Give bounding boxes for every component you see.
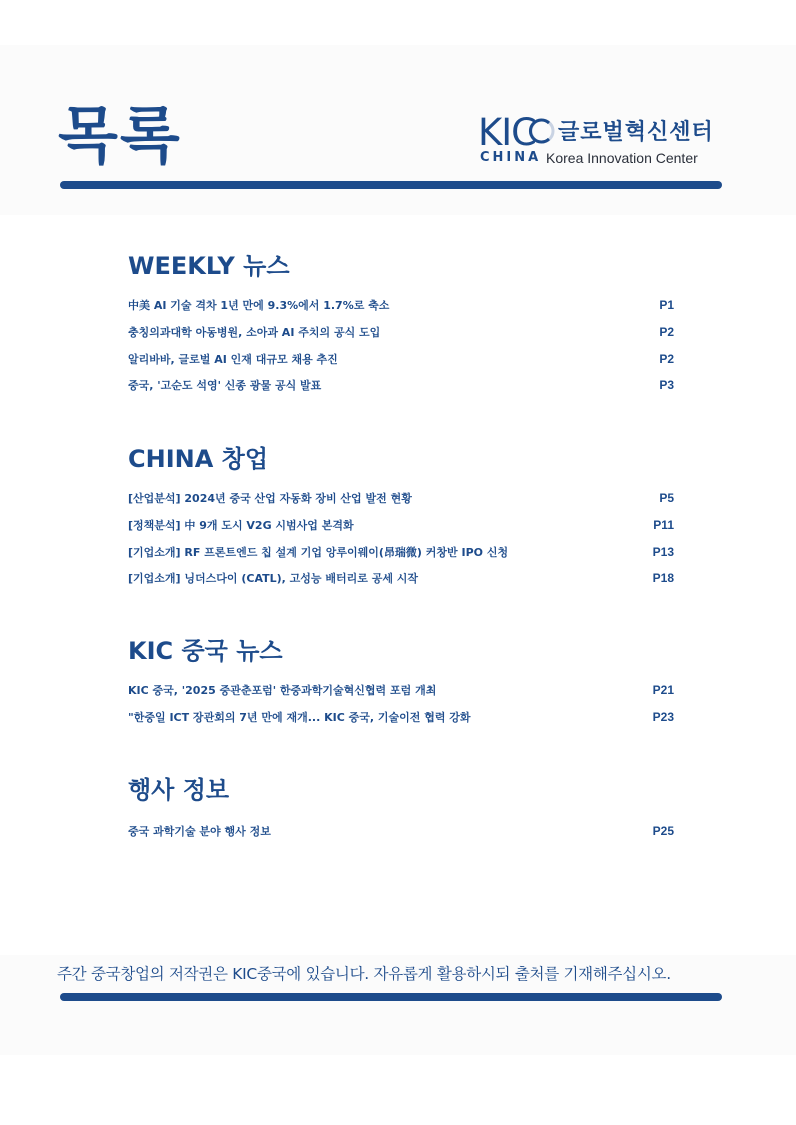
toc-list [128,292,674,399]
toc-item-title: [정책분석] 中 9개 도시 V2G 시범사업 본격화 [128,519,354,533]
logo-korean-text: 글로벌혁신센터 [558,120,714,145]
toc-item[interactable] [128,704,674,731]
toc-item-page: P13 [652,544,674,559]
logo-kic-text: KIC [478,111,537,154]
toc-item-page: P2 [659,325,674,340]
toc-item-title: 충칭의과대학 아동병원, 소아과 AI 주치의 공식 도입 [128,326,381,340]
toc-item-title: KIC 중국, '2025 중관춘포럼' 한중과학기술혁신협력 포럼 개최 [128,684,437,698]
toc-list [128,818,674,845]
toc-item-page: P3 [659,378,674,393]
toc-item-page: P21 [652,683,674,698]
toc-item-page: P5 [659,491,674,506]
section-weekly-news [128,250,674,399]
toc-item-page: P1 [659,298,674,313]
toc-item-page: P23 [652,710,674,725]
section-event-info [128,774,674,845]
section-title: WEEKLY 뉴스 [128,252,290,280]
toc-item-title: 알리바바, 글로벌 AI 인재 대규모 채용 추진 [128,352,338,366]
toc-list [128,485,674,592]
header-divider [60,181,722,189]
toc-item-title: 中美 AI 기술 격차 1년 만에 9.3%에서 1.7%로 축소 [128,299,390,313]
toc-item[interactable] [128,818,674,845]
toc-item-page: P18 [652,571,674,586]
toc-item[interactable] [128,512,674,539]
toc-item[interactable] [128,565,674,592]
section-kic-china-news [128,635,674,730]
toc-item-title: "한중일 ICT 장관회의 7년 만에 재개... KIC 중국, 기술이전 협력 강화 [128,711,471,725]
toc-item[interactable] [128,485,674,512]
section-title: KIC 중국 뉴스 [128,637,283,665]
copyright-notice: 주간 중국창업의 저작권은 KIC중국에 있습니다. 자유롭게 활용하시되 출처를 기재해주십시오. [57,965,671,983]
toc-item-title: 중국 과학기술 분야 행사 정보 [128,825,271,839]
logo-english-text: Korea Innovation Center [546,150,698,166]
toc-item-page: P25 [652,824,674,839]
section-china-startup [128,443,674,592]
footer-divider [60,993,722,1001]
toc-item-title: [기업소개] 닝더스다이 (CATL), 고성능 배터리로 공세 시작 [128,572,419,586]
toc-item-page: P2 [659,351,674,366]
page-title: 목록 [58,99,182,172]
toc-item-title: [산업분석] 2024년 중국 산업 자동화 장비 산업 발전 현황 [128,492,412,506]
section-title: CHINA 창업 [128,445,269,473]
toc-item[interactable] [128,538,674,565]
toc-item-title: 중국, '고순도 석영' 신종 광물 공식 발표 [128,379,322,393]
logo-ring-icon [528,117,556,145]
kic-logo [478,111,728,168]
section-title: 행사 정보 [128,776,230,804]
toc-item[interactable] [128,319,674,346]
toc-item[interactable] [128,345,674,372]
logo-china-text: CHINA [480,150,542,165]
toc-list [128,677,674,730]
toc-item[interactable] [128,677,674,704]
toc-item[interactable] [128,292,674,319]
toc-item-page: P11 [653,518,674,533]
toc-item-title: [기업소개] RF 프론트엔드 칩 설계 기업 앙루이웨이(昂瑞微) 커창반 IPO 신청 [128,545,509,559]
toc-item[interactable] [128,372,674,399]
